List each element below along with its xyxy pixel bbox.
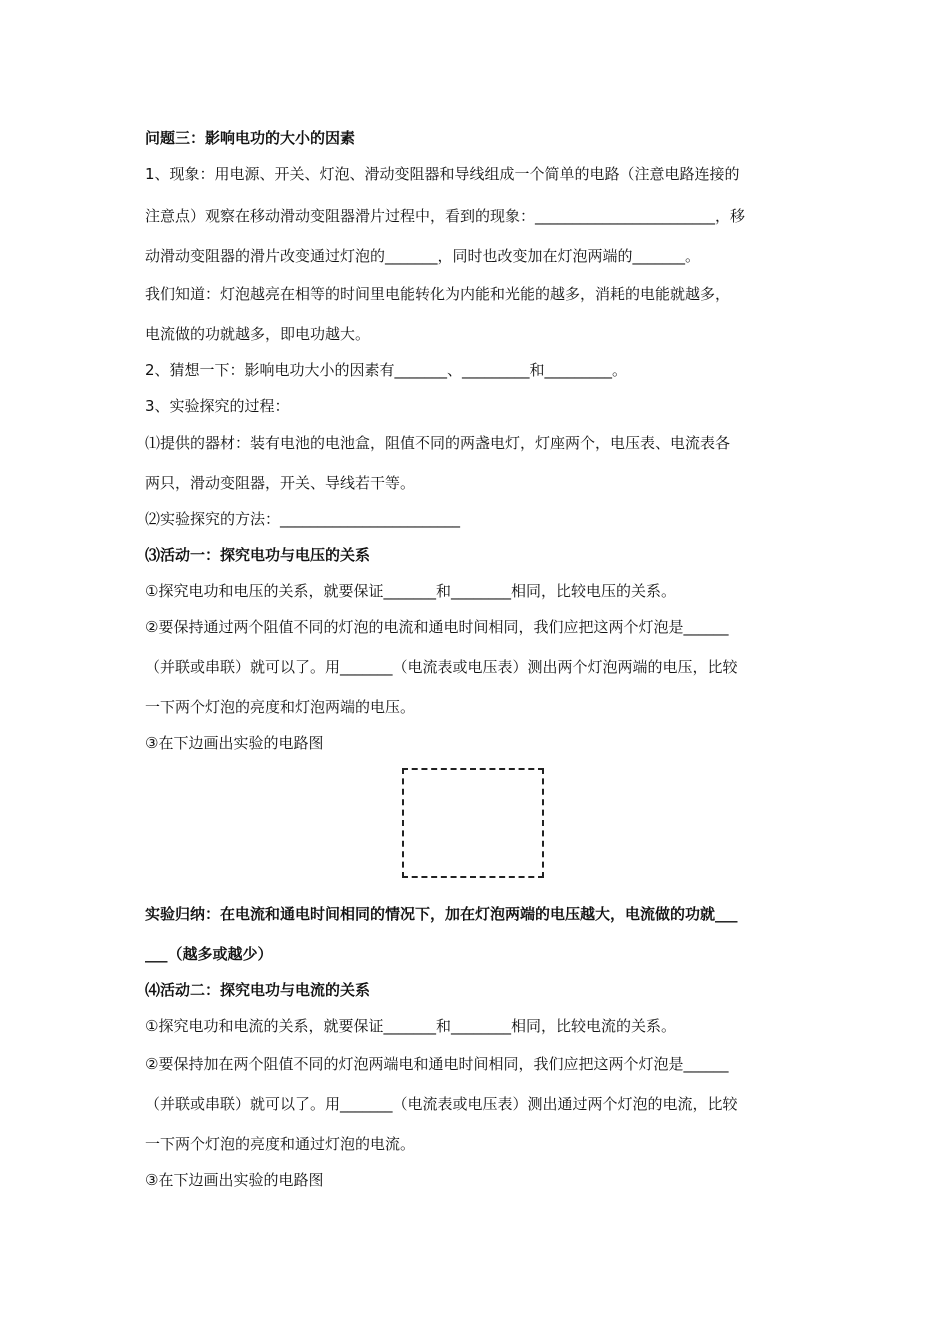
activity1-title: ⑶活动一：探究电功与电压的关系 <box>145 546 371 564</box>
knowledge-line-2: 电流做的功就越多，即电功越大。 <box>145 325 371 343</box>
circuit-drawing-box[interactable] <box>402 768 544 878</box>
summary-line-2: ___（越多或越少） <box>145 945 273 963</box>
equipment-line-2: 两只，滑动变阻器，开关、导线若干等。 <box>145 474 416 492</box>
section-title: 问题三：影响电功的大小的因素 <box>145 129 356 147</box>
activity2-item3: ③在下边画出实验的电路图 <box>145 1171 324 1189</box>
activity1-item1: ①探究电功和电压的关系，就要保证_______和________相同，比较电压的关系。 <box>145 582 676 600</box>
equipment-line-1: ⑴提供的器材：装有电池的电池盒，阻值不同的两盏电灯，灯座两个，电压表、电流表各 <box>145 434 731 452</box>
guess-line: 2、猜想一下：影响电功大小的因素有_______、_________和_________。 <box>145 361 628 379</box>
activity2-item2-line1: ②要保持加在两个阻值不同的灯泡两端电和通电时间相同，我们应把这两个灯泡是______ <box>145 1055 729 1073</box>
activity1-item2-line1: ②要保持通过两个阻值不同的灯泡的电流和通电时间相同，我们应把这两个灯泡是______ <box>145 618 729 636</box>
activity1-item3: ③在下边画出实验的电路图 <box>145 734 324 752</box>
activity2-item1: ①探究电功和电流的关系，就要保证_______和________相同，比较电流的关系。 <box>145 1017 676 1035</box>
summary-line-1: 实验归纳：在电流和通电时间相同的情况下，加在灯泡两端的电压越大，电流做的功就___ <box>145 905 738 923</box>
method-line: ⑵实验探究的方法：________________________ <box>145 510 461 528</box>
phenomenon-line-1: 1、现象：用电源、开关、灯泡、滑动变阻器和导线组成一个简单的电路（注意电路连接的 <box>145 165 740 183</box>
activity1-item2-line2: （并联或串联）就可以了。用_______（电流表或电压表）测出两个灯泡两端的电压，比较 <box>145 658 738 676</box>
activity2-item2-line2: （并联或串联）就可以了。用_______（电流表或电压表）测出通过两个灯泡的电流，比较 <box>145 1095 738 1113</box>
activity1-item2-line3: 一下两个灯泡的亮度和灯泡两端的电压。 <box>145 698 416 716</box>
activity2-item2-line3: 一下两个灯泡的亮度和通过灯泡的电流。 <box>145 1135 416 1153</box>
knowledge-line-1: 我们知道：灯泡越亮在相等的时间里电能转化为内能和光能的越多，消耗的电能就越多， <box>145 285 731 303</box>
phenomenon-line-2: 注意点）观察在移动滑动变阻器滑片过程中，看到的现象：________________________，移 <box>145 207 746 225</box>
process-title: 3、实验探究的过程： <box>145 397 290 415</box>
activity2-title: ⑷活动二：探究电功与电流的关系 <box>145 981 371 999</box>
phenomenon-line-3: 动滑动变阻器的滑片改变通过灯泡的_______，同时也改变加在灯泡两端的_______。 <box>145 247 701 265</box>
